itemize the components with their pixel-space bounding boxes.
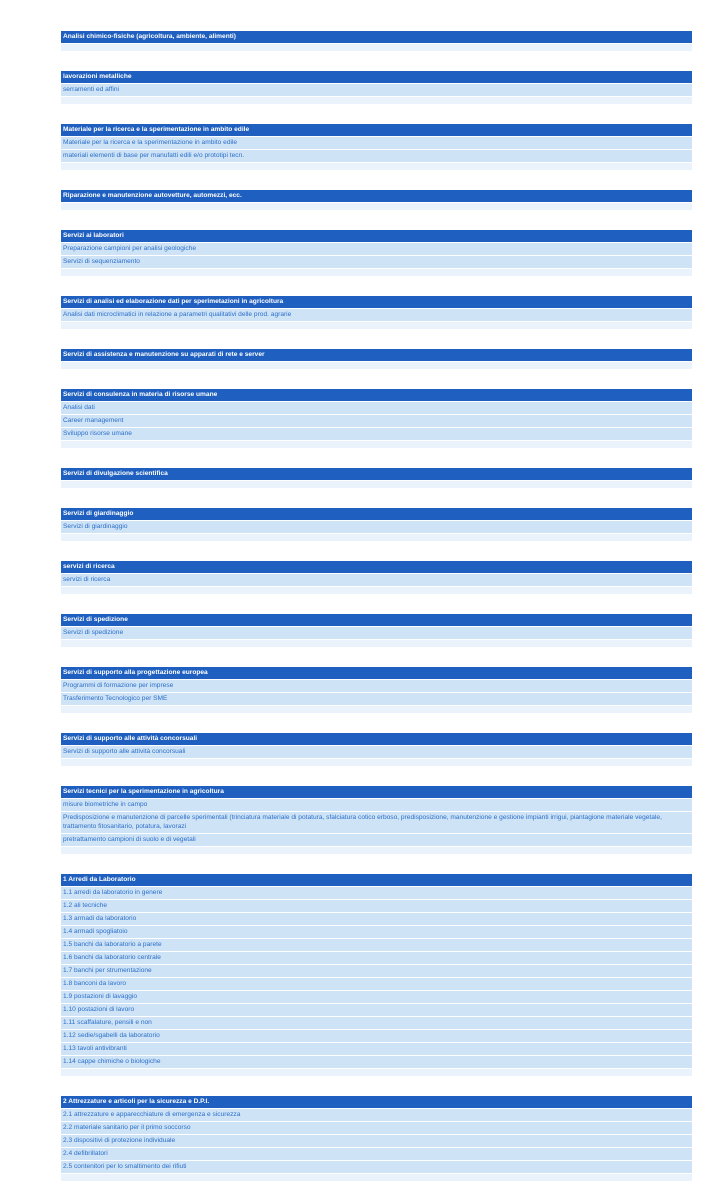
category-section: [61, 349, 692, 369]
category-header: servizi di ricerca: [61, 561, 692, 573]
category-section: [61, 124, 692, 170]
empty-row: [61, 640, 692, 647]
category-section: [61, 614, 692, 647]
category-section: [61, 190, 692, 210]
category-header: Servizi di supporto alle attività concorsuali: [61, 733, 692, 745]
category-list: [61, 31, 692, 1201]
subcategory-row: 1.1 arredi da laboratorio in genere: [61, 887, 692, 899]
category-header: Servizi di divulgazione scientifica: [61, 468, 692, 480]
subcategory-row: 1.13 tavoli antivibranti: [61, 1043, 692, 1055]
empty-row: [61, 362, 692, 369]
subcategory-row: materiali elementi di base per manufatti edili e/o prototipi tecn.: [61, 150, 692, 162]
subcategory-row: 1.3 armadi da laboratorio: [61, 913, 692, 925]
subcategory-row: 1.11 scaffalature, pensili e non: [61, 1017, 692, 1029]
subcategory-row: Analisi dati: [61, 402, 692, 414]
subcategory-row: 1.4 armadi spogliatoio: [61, 926, 692, 938]
subcategory-row: 1.9 postazioni di lavaggio: [61, 991, 692, 1003]
empty-row: [61, 587, 692, 594]
category-header: 1 Arredi da Laboratorio: [61, 874, 692, 886]
subcategory-row: 1.6 banchi da laboratorio centrale: [61, 952, 692, 964]
subcategory-row: Programmi di formazione per imprese: [61, 680, 692, 692]
subcategory-row: Sviluppo risorse umane: [61, 428, 692, 440]
subcategory-row: 2.2 materiale sanitario per il primo soccorso: [61, 1122, 692, 1134]
subcategory-row: 2.4 defibrillatori: [61, 1148, 692, 1160]
empty-row: [61, 534, 692, 541]
empty-row: [61, 759, 692, 766]
category-section: [61, 786, 692, 854]
empty-row: [61, 1174, 692, 1181]
category-section: [61, 508, 692, 541]
subcategory-row: 2.1 attrezzature e apparecchiature di emergenza e sicurezza: [61, 1109, 692, 1121]
subcategory-row: 2.3 dispositivi di protezione individuale: [61, 1135, 692, 1147]
empty-row: [61, 847, 692, 854]
empty-row: [61, 44, 692, 51]
category-header: Riparazione e manutenzione autovetture, automezzi, ecc.: [61, 190, 692, 202]
category-section: [61, 296, 692, 329]
category-header: lavorazioni metalliche: [61, 71, 692, 83]
subcategory-row: Trasferimento Tecnologico per SME: [61, 693, 692, 705]
subcategory-row: 2.5 contenitori per lo smaltimento dei rifiuti: [61, 1161, 692, 1173]
empty-row: [61, 163, 692, 170]
category-section: [61, 230, 692, 276]
subcategory-row: Career management: [61, 415, 692, 427]
subcategory-row: 1.5 banchi da laboratorio a parete: [61, 939, 692, 951]
subcategory-row: 1.14 cappe chimiche o biologiche: [61, 1056, 692, 1068]
subcategory-row: Servizi di spedizione: [61, 627, 692, 639]
category-header: Servizi di supporto alla progettazione europea: [61, 667, 692, 679]
subcategory-row: Analisi dati microclimatici in relazione a parametri qualitativi delle prod. agrarie: [61, 309, 692, 321]
empty-row: [61, 269, 692, 276]
subcategory-row: Materiale per la ricerca e la sperimentazione in ambito edile: [61, 137, 692, 149]
category-header: Servizi di spedizione: [61, 614, 692, 626]
category-section: [61, 667, 692, 713]
category-section: [61, 561, 692, 594]
subcategory-row: 1.12 sedie/sgabelli da laboratorio: [61, 1030, 692, 1042]
subcategory-row: misure biometriche in campo: [61, 799, 692, 811]
empty-row: [61, 97, 692, 104]
category-section: [61, 1096, 692, 1181]
category-header: Servizi di consulenza in materia di risorse umane: [61, 389, 692, 401]
category-header: Servizi tecnici per la sperimentazione in agricoltura: [61, 786, 692, 798]
category-section: [61, 31, 692, 51]
subcategory-row: Servizi di giardinaggio: [61, 521, 692, 533]
empty-row: [61, 481, 692, 488]
category-section: [61, 874, 692, 1076]
subcategory-row: Servizi di sequenziamento: [61, 256, 692, 268]
subcategory-row: 1.8 banconi da lavoro: [61, 978, 692, 990]
subcategory-row: Preparazione campioni per analisi geologiche: [61, 243, 692, 255]
empty-row: [61, 1069, 692, 1076]
subcategory-row: pretrattamento campioni di suolo e di vegetali: [61, 834, 692, 846]
subcategory-row: servizi di ricerca: [61, 574, 692, 586]
category-header: Analisi chimico-fisiche (agricoltura, ambiente, alimenti): [61, 31, 692, 43]
category-header: Servizi di analisi ed elaborazione dati per sperimetazioni in agricoltura: [61, 296, 692, 308]
subcategory-row: 1.2 ali tecniche: [61, 900, 692, 912]
subcategory-row: 1.10 postazioni di lavoro: [61, 1004, 692, 1016]
category-section: [61, 733, 692, 766]
category-section: [61, 389, 692, 448]
subcategory-row: Servizi di supporto alle attività concorsuali: [61, 746, 692, 758]
category-section: [61, 468, 692, 488]
empty-row: [61, 706, 692, 713]
subcategory-row: Predisposizione e manutenzione di parcelle sperimentali (trinciatura materiale di potatura, sfalciatura cotico erboso, predisposizione, manutenzione e gestione impianti irrigui, piantagione materiale vegetale, trattamento fitosanitario, potatura, lavorazi: [61, 812, 692, 833]
subcategory-row: 1.7 banchi per strumentazione: [61, 965, 692, 977]
empty-row: [61, 203, 692, 210]
subcategory-row: serramenti ed affini: [61, 84, 692, 96]
category-section: [61, 71, 692, 104]
empty-row: [61, 441, 692, 448]
empty-row: [61, 322, 692, 329]
category-header: Servizi di assistenza e manutenzione su apparati di rete e server: [61, 349, 692, 361]
category-header: Servizi ai laboratori: [61, 230, 692, 242]
category-header: Servizi di giardinaggio: [61, 508, 692, 520]
category-header: Materiale per la ricerca e la sperimentazione in ambito edile: [61, 124, 692, 136]
category-header: 2 Attrezzature e articoli per la sicurezza e D.P.I.: [61, 1096, 692, 1108]
